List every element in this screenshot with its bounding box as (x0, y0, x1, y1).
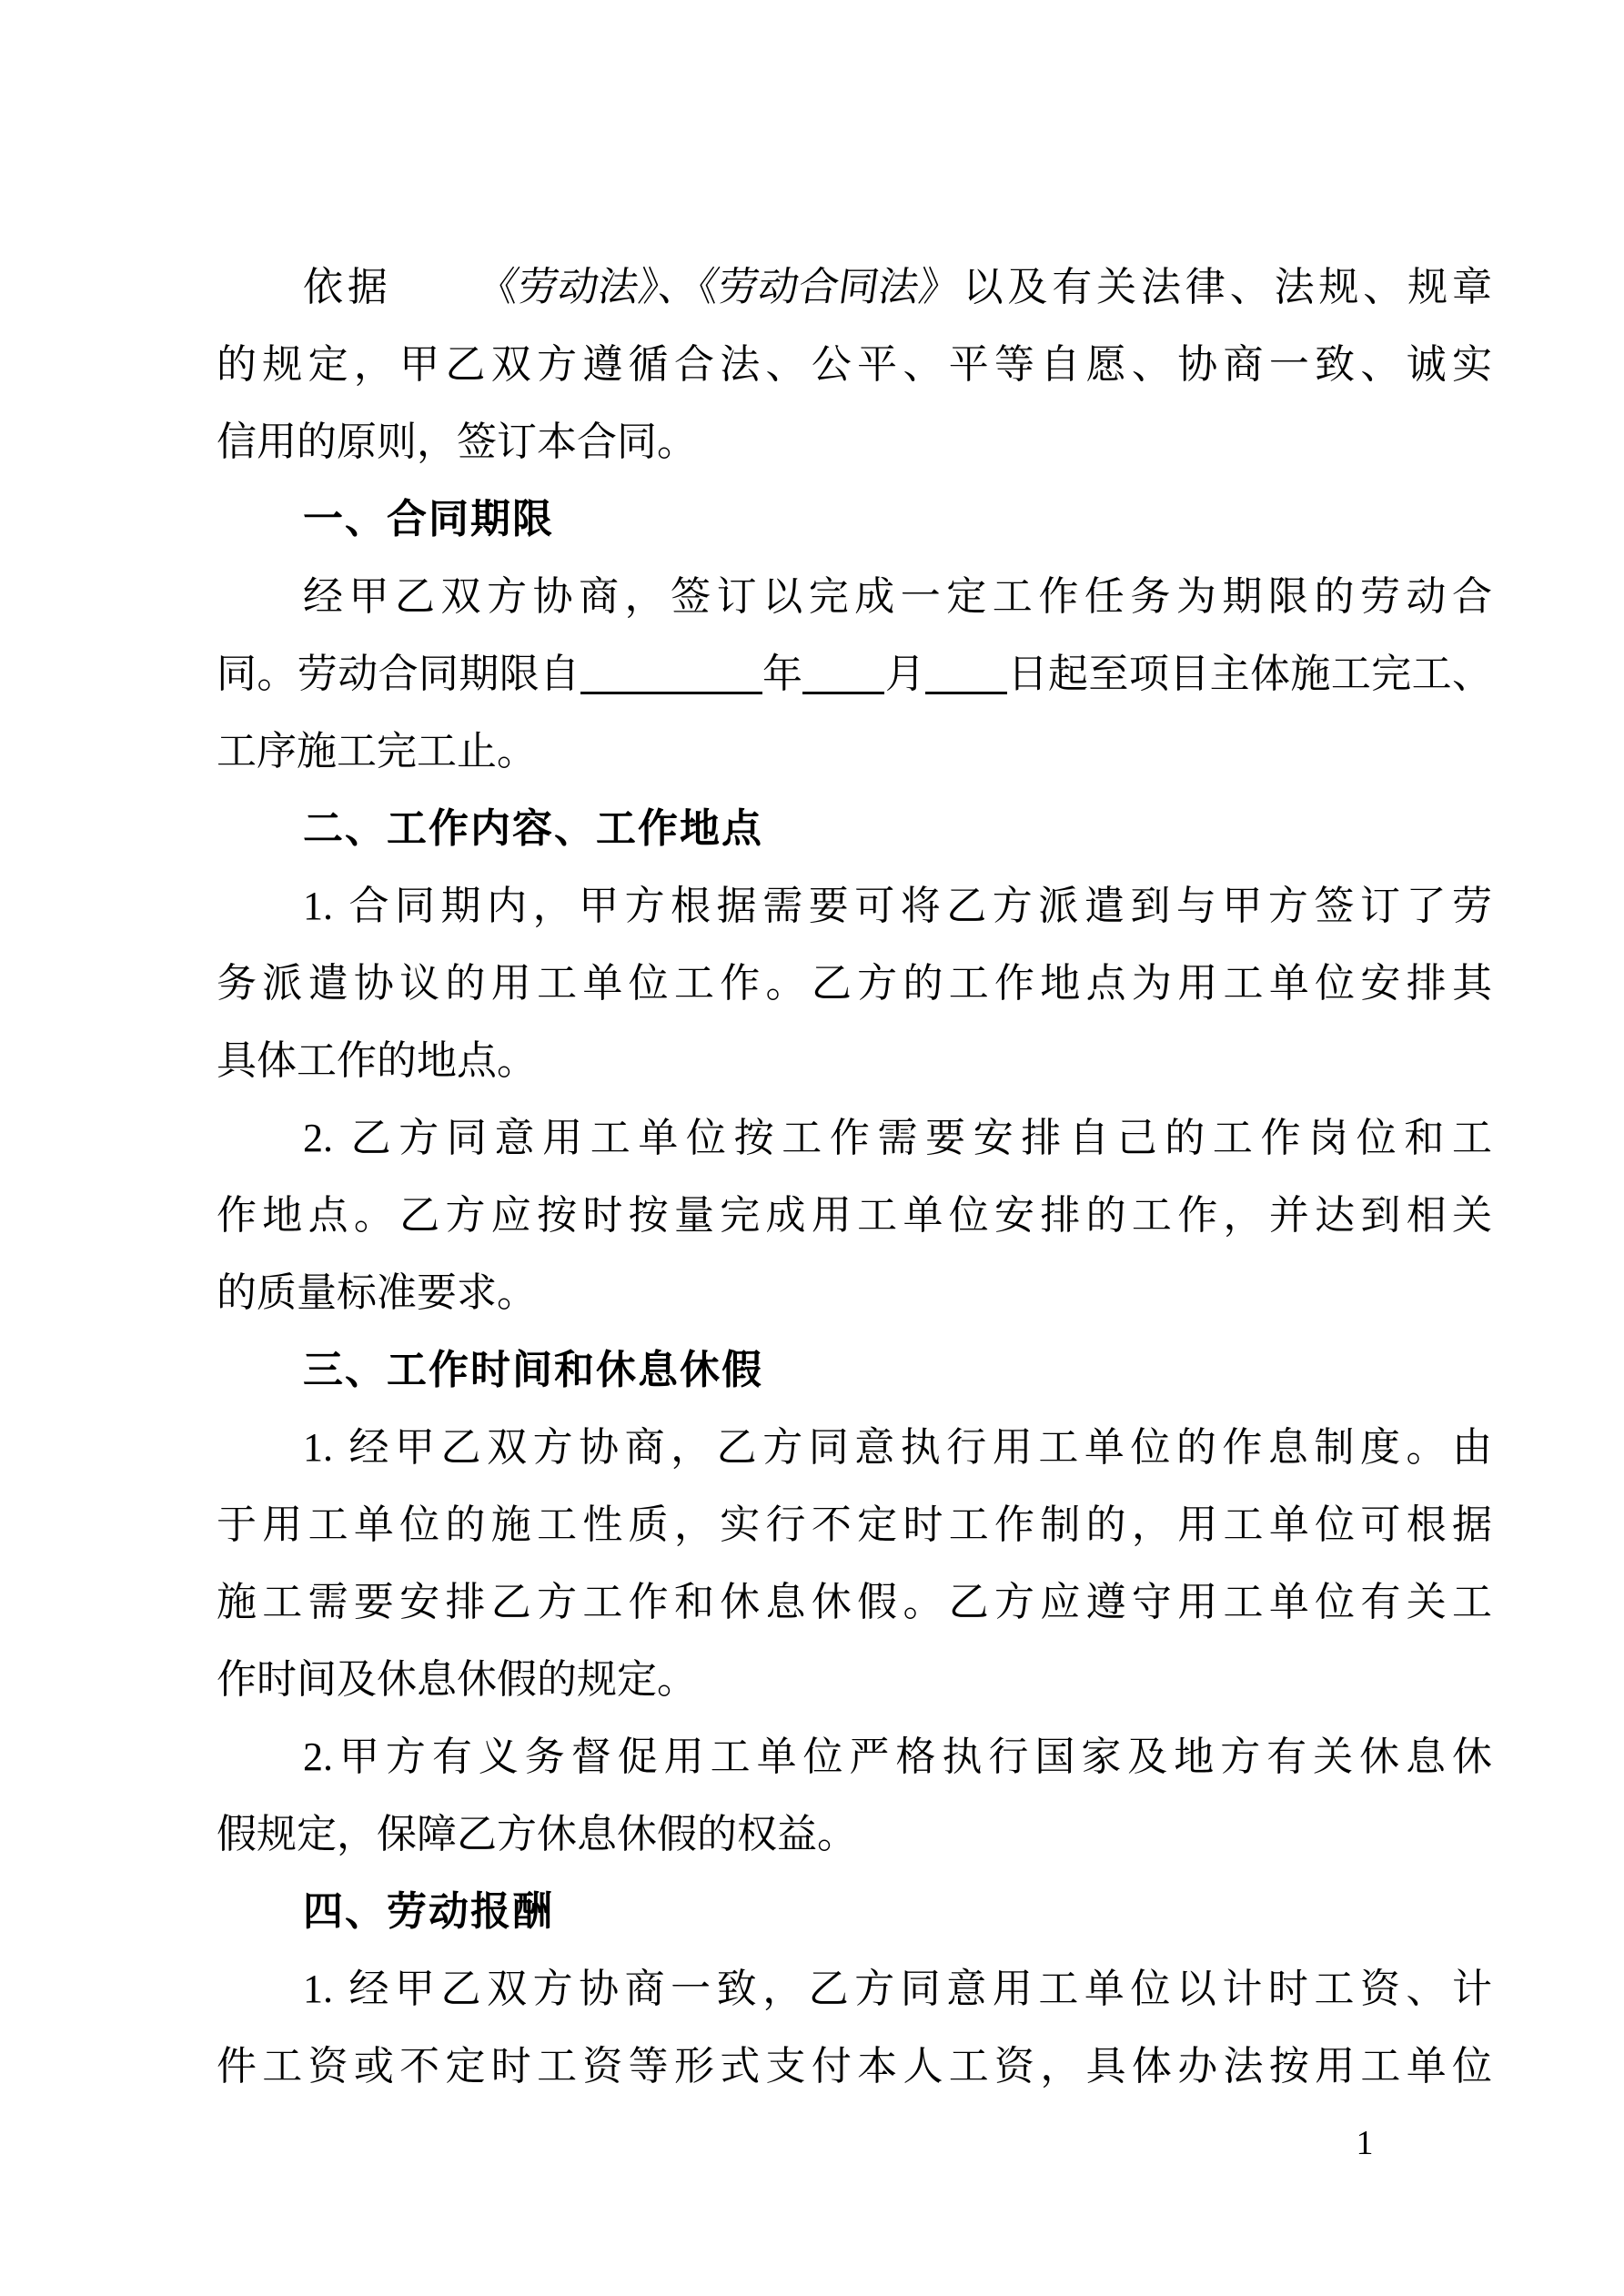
contract-line (217, 1795, 1492, 1873)
text-run: 作时间及休息休假的规定。 (217, 1657, 697, 1702)
text-run: 工序施工完工止。 (217, 729, 537, 774)
text-run: 具体工作的地点。 (217, 1038, 537, 1083)
text-run: 的质量标准要求。 (217, 1270, 537, 1315)
contract-line (217, 403, 1492, 480)
contract-line (217, 945, 1492, 1022)
text-run: 以及有关法律、法规、规章 (958, 265, 1493, 309)
fill-in-blank-underline (925, 692, 1007, 694)
contract-line (217, 2028, 1492, 2105)
text-run: 月 (884, 652, 926, 696)
text-run: 一、合同期限 (303, 497, 554, 541)
contract-text (217, 248, 1492, 2105)
contract-line (217, 1254, 1492, 1331)
contract-line (217, 1641, 1492, 1718)
law-reference: 《劳动法》、《劳动合同法》 (475, 265, 963, 309)
text-run: 2. 乙方同意用工单位按工作需要安排自己的工作岗位和工 (303, 1116, 1492, 1160)
contract-line (217, 1177, 1492, 1254)
text-run: 四、劳动报酬 (303, 1889, 554, 1934)
contract-line (217, 1409, 1492, 1486)
section-heading (217, 790, 1492, 867)
text-run: 施工需要安排乙方工作和休息休假。乙方应遵守用工单位有关工 (217, 1580, 1492, 1624)
text-run: 1. 经甲乙双方协商一致，乙方同意用工单位以计时工资、计 (303, 1967, 1492, 2011)
text-run: 件工资或不定时工资等形式支付本人工资，具体办法按用工单位 (217, 2044, 1492, 2089)
text-run: 经甲乙双方协商，签订以完成一定工作任务为期限的劳动合 (303, 574, 1492, 619)
section-heading (217, 480, 1492, 558)
text-run: 2.甲方有义务督促用工单位严格执行国家及地方有关休息休 (303, 1735, 1492, 1779)
text-run: 年 (762, 652, 803, 696)
text-run: 日起至项目主体施工完工、 (1007, 652, 1493, 696)
text-run: 依据 (303, 265, 392, 309)
fill-in-blank-underline (580, 692, 762, 694)
contract-line (217, 1022, 1492, 1099)
section-heading (217, 1331, 1492, 1409)
text-run: 1. 经甲乙双方协商，乙方同意执行用工单位的作息制度。由 (303, 1425, 1492, 1470)
text-run: 作地点。乙方应按时按量完成用工单位安排的工作，并达到相关 (217, 1193, 1492, 1238)
text-run: 假规定，保障乙方休息休假的权益。 (217, 1812, 857, 1856)
fill-in-blank-underline (802, 692, 884, 694)
contract-line (217, 1563, 1492, 1641)
contract-line (217, 1950, 1492, 2028)
contract-line (217, 635, 1492, 713)
contract-line (217, 867, 1492, 945)
text-run: 于用工单位的施工性质，实行不定时工作制的，用工单位可根据 (217, 1502, 1492, 1547)
contract-line (217, 326, 1492, 403)
contract-line (217, 558, 1492, 635)
text-run: 同。劳动合同期限自 (217, 652, 580, 696)
text-run: 的规定，甲乙双方遵循合法、公平、平等自愿、协商一致、诚实 (217, 342, 1492, 387)
text-run: 务派遣协议的用工单位工作。乙方的工作地点为用工单位安排其 (217, 961, 1492, 1006)
text-run: 信用的原则，签订本合同。 (217, 420, 697, 464)
contract-line (217, 1099, 1492, 1177)
contract-line (217, 713, 1492, 790)
text-run: 1. 合同期内，甲方根据需要可将乙方派遣到与甲方签订了劳 (303, 884, 1492, 928)
text-run: 三、工作时间和休息休假 (303, 1348, 763, 1392)
text-run: 二、工作内容、工作地点 (303, 806, 763, 851)
section-heading (217, 1873, 1492, 1950)
page-number: 1 (1356, 2124, 1374, 2162)
contract-line (217, 248, 1492, 326)
contract-line (217, 1718, 1492, 1795)
contract-line (217, 1486, 1492, 1563)
